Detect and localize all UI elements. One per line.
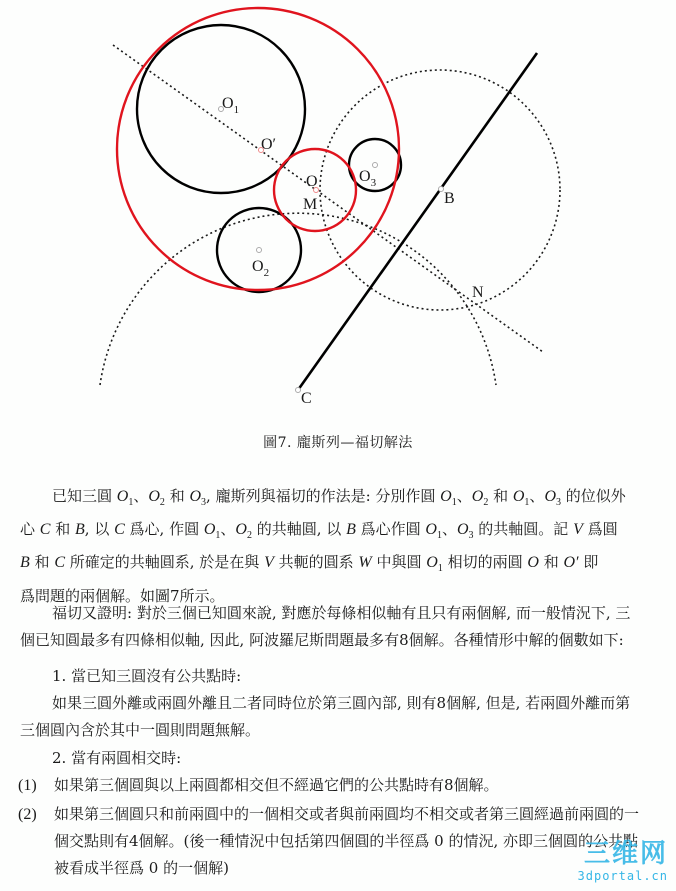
case-1-body-line1: 如果三圓外離或兩圓外離且二者同時位於第三圓內部, 則有8個解, 但是, 若兩圓外離而第 [52, 694, 631, 712]
enum-label: (2) [18, 806, 37, 823]
label-m: M [303, 196, 318, 213]
point-c [296, 388, 301, 393]
radical-axis-line [298, 53, 537, 390]
point-o3 [373, 163, 378, 168]
label-o-prime: O′ [261, 136, 277, 153]
enum-label: (1) [18, 777, 37, 794]
case-1-heading: 1. 當已知三圓沒有公共點時: [52, 667, 242, 685]
case-2 [20, 745, 656, 772]
watermark-logo [548, 833, 668, 883]
case-2-heading: 2. 當有兩圓相交時: [52, 749, 182, 767]
figure-caption: 圖7. 龐斯列—福切解法 [263, 435, 413, 451]
p1-line3: B 和 C 所確定的共軸圓系, 於是在與 V 共軛的圓系 W 中與圓 $O_1$ 相切的兩圓 O 和 O′ 即 [20, 553, 599, 575]
paragraph-fouche-proof [20, 600, 656, 654]
case-1 [20, 663, 656, 744]
label-b: B [444, 190, 455, 207]
p1-line2: 心 C 和 B, 以 C 爲心, 作圓 $O_1$、$O_2$ 的共軸圓, 以 B 爲心作圓 $O_1$、$O_3$ 的共軸圓。記 V 爲圓 [20, 520, 618, 542]
label-c: C [301, 390, 312, 407]
label-o3: $O_3$ [359, 168, 377, 189]
watermark-title: 三维网 [583, 839, 668, 869]
case-1-body-line2: 三個圓內含於其中一圓則問題無解。 [20, 721, 261, 739]
point-o2 [257, 248, 262, 253]
coaxal-circle-arc-c [100, 213, 496, 385]
case-2-item-2: (2) 如果第三個圓只和前兩圓中的一個相交或者與前兩圓均不相交或者第三圓經過前兩圓的一 個交點則有4個解。(後一種情況中包括第四個圓的半徑爲 0 的情況, 亦即三個圓的公共點 被看成半徑爲 0 的一個解) [18, 801, 668, 882]
label-o1: $O_1$ [222, 95, 240, 116]
point-b [439, 187, 444, 192]
paragraph-construction [20, 483, 656, 610]
label-o: O [306, 173, 318, 190]
p2-line2: 個已知圓最多有四條相似軸, 因此, 阿波羅尼斯問題最多有8個解。各種情形中解的個數如下: [20, 631, 624, 649]
case-2-item-1: (1) 如果第三個圓與以上兩圓都相交但不經過它們的公共點時有8個解。 [18, 772, 668, 799]
label-n: N [472, 284, 484, 301]
label-o2: $O_2$ [252, 258, 270, 279]
watermark-url: 3dportal.cn [577, 869, 668, 883]
p1-line4: 爲問題的兩個解。如圖7所示。 [20, 586, 225, 605]
p2-line1: 福切又證明: 對於三個已知圓來說, 對應於每條相似軸有且只有兩個解, 而一般情況下, 三 [52, 604, 631, 622]
geometry-svg [0, 0, 676, 420]
similitude-axis-dotted-line [113, 45, 543, 352]
figure-7-diagram [0, 0, 676, 420]
p1-line1: 已知三圓 $O_1$、$O_2$ 和 $O_3$, 龐斯列與福切的作法是: 分別作圓 $O_1$、$O_2$ 和 $O_1$、$O_3$ 的位似外 [52, 487, 626, 509]
